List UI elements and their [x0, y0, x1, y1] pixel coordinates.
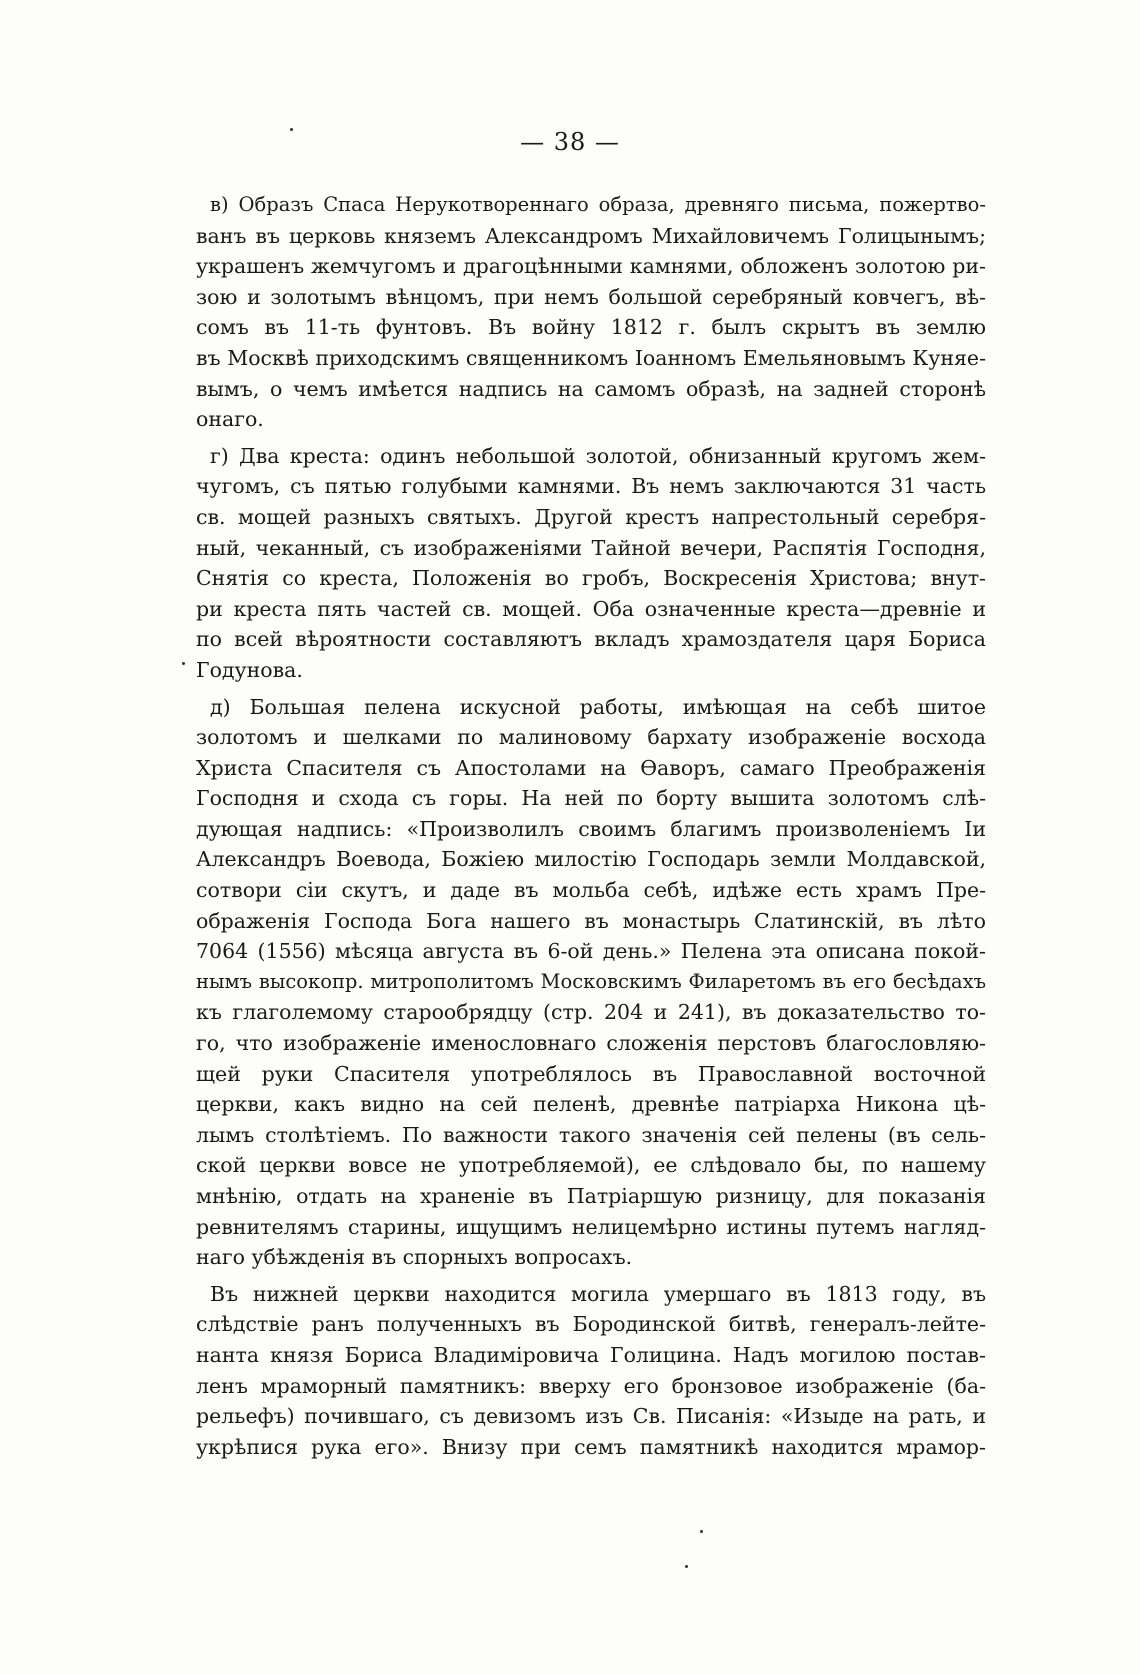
- scan-speck: [182, 662, 185, 665]
- text-line: ленъ мраморный памятникъ: вверху его бронзовое изображеніе (ба-: [196, 1373, 986, 1398]
- text-line: св. мощей разныхъ святыхъ. Другой крестъ напрестольный серебря-: [196, 504, 986, 529]
- text-line: ревнителямъ старины, ищущимъ нелицемѣрно истины путемъ нагляд-: [196, 1214, 986, 1239]
- text-line: Господня и схода съ горы. На ней по борту вышита золотомъ слѣ-: [196, 786, 986, 811]
- text-line: украшенъ жемчугомъ и драгоцѣнными камнями, обложенъ золотою ри-: [196, 254, 986, 279]
- text-line: вымъ, о чемъ имѣется надпись на самомъ образѣ, на задней сторонѣ: [196, 376, 986, 401]
- text-line: дующая надпись: «Произволилъ своимъ благимъ произволеніемъ Іи: [196, 816, 986, 841]
- text-line: ный, чеканный, съ изображеніями Тайной вечери, Распятія Господня,: [196, 535, 986, 560]
- text-line: мнѣнію, отдать на храненіе въ Патріаршую ризницу, для показанія: [196, 1184, 986, 1208]
- text-line: укрѣпися рука его». Внизу при семъ памятникѣ находится мрамор-: [196, 1434, 986, 1459]
- scan-speck: [290, 128, 293, 131]
- text-line: слѣдствіе ранъ полученныхъ въ Бородинской битвѣ, генералъ-лейте-: [196, 1312, 986, 1337]
- text-line: ской церкви вовсе не употребляемой), ее слѣдовало бы, по нашему: [196, 1153, 986, 1178]
- text-line: г) Два креста: одинъ небольшой золотой, обнизанный кругомъ жем-: [210, 443, 986, 468]
- text-line: наго убѣжденія въ спорныхъ вопросахъ.: [196, 1245, 633, 1270]
- scan-speck: [685, 1565, 688, 1568]
- page-number: — 38 —: [520, 128, 620, 156]
- text-line: в) Образъ Спаса Нерукотвореннаго образа, древняго письма, пожертво-: [210, 193, 986, 216]
- text-line: нымъ высокопр. митрополитомъ Московскимъ Филаретомъ въ его бесѣдахъ: [196, 969, 986, 993]
- text-line: церкви, какъ видно на сей пеленѣ, древнѣе патріарха Никона цѣ-: [196, 1092, 986, 1117]
- body-text: [196, 190, 986, 1462]
- text-line: лымъ столѣтіемъ. По важности такого значенія сей пелены (въ сель-: [196, 1122, 986, 1147]
- text-line: Снятія со креста, Положенія во гробъ, Воскресенія Христова; внут-: [196, 566, 986, 591]
- text-line: 7064 (1556) мѣсяца августа въ 6-ой день.» Пелена эта описана покой-: [196, 939, 986, 964]
- paragraph-v: [196, 190, 986, 435]
- text-line: чугомъ, съ пятью голубыми камнями. Въ немъ заключаются 31 часть: [196, 474, 986, 499]
- text-line: сотвори сіи скутъ, и даде въ мольба себѣ, идѣже есть храмъ Пре-: [196, 878, 986, 903]
- text-line: въ Москвѣ приходскимъ священникомъ Іоанномъ Емельяновымъ Куняе-: [196, 345, 986, 370]
- text-line: Въ нижней церкви находится могила умершаго въ 1813 году, въ: [210, 1281, 986, 1306]
- text-line: д) Большая пелена искусной работы, имѣющая на себѣ шитое: [210, 694, 986, 719]
- text-line: по всей вѣроятности составляютъ вкладъ храмоздателя царя Бориса: [196, 627, 986, 652]
- text-line: го, что изображеніе именословнаго сложенія перстовъ благословляю-: [196, 1031, 986, 1056]
- text-line: рельефъ) почившаго, съ девизомъ изъ Св. Писанія: «Изыде на рать, и: [196, 1404, 986, 1429]
- text-line: ображенія Господа Бога нашего въ монастырь Слатинскій, въ лѣто: [196, 908, 986, 933]
- paragraph-g: [196, 441, 986, 686]
- text-line: ванъ въ церковь княземъ Александромъ Михайловичемъ Голицынымъ;: [196, 223, 986, 248]
- text-line: Александръ Воевода, Божіею милостію Господарь земли Молдавской,: [196, 847, 986, 872]
- text-line: къ глаголемому старообрядцу (стр. 204 и 241), въ доказательство то-: [196, 1000, 986, 1025]
- text-line: Годунова.: [196, 657, 303, 682]
- text-line: золотомъ и шелками по малиновому бархату изображеніе восхода: [196, 725, 986, 750]
- paragraph-d: [196, 692, 986, 1273]
- paragraph-lower-church: [196, 1279, 986, 1463]
- text-line: щей руки Спасителя употреблялось въ Православной восточной: [196, 1061, 986, 1086]
- text-line: сомъ въ 11-ть фунтовъ. Въ войну 1812 г. былъ скрытъ въ землю: [196, 315, 986, 340]
- text-line: ри креста пять частей св. мощей. Оба означенные креста—древніе и: [196, 596, 986, 621]
- scan-speck: [700, 1530, 703, 1533]
- text-line: зою и золотымъ вѣнцомъ, при немъ большой серебряный ковчегъ, вѣ-: [196, 284, 986, 309]
- text-line: онаго.: [196, 407, 264, 432]
- text-line: Христа Спасителя съ Апостолами на Ѳаворъ, самаго Преображенія: [196, 755, 986, 780]
- text-line: нанта князя Бориса Владиміровича Голицина. Надъ могилою постав-: [196, 1342, 986, 1367]
